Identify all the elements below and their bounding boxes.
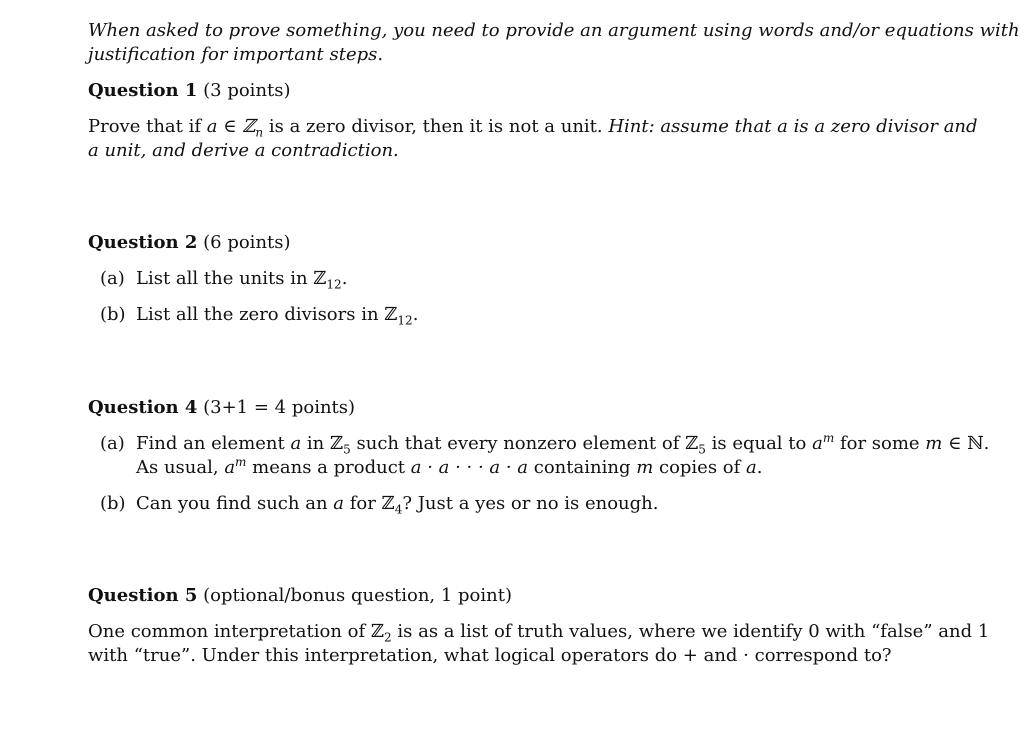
part-end: . <box>412 304 419 325</box>
question-1-body-line-2: a unit, and derive a contradiction. <box>88 140 399 161</box>
question-1-points: (3 points) <box>203 80 291 101</box>
question-4-title: Question 4 <box>88 397 198 418</box>
part-sub: 5 <box>343 442 351 457</box>
part-text: is equal to <box>705 433 813 454</box>
question-5-heading <box>88 584 512 608</box>
math-var: a <box>290 433 302 454</box>
question-2-points: (6 points) <box>203 232 291 253</box>
question-4-points: (3+1 = 4 points) <box>203 397 356 418</box>
question-2-title: Question 2 <box>88 232 198 253</box>
part-sub: 12 <box>326 277 342 292</box>
part-text: As usual, <box>136 457 225 478</box>
question-5-points: (optional/bonus question, 1 point) <box>203 585 512 606</box>
part-text: copies of <box>653 457 747 478</box>
part-label: (b) <box>100 493 126 514</box>
question-5-body-line-2: with “true”. Under this interpretation, what logical operators do + and · correspond to? <box>88 645 892 666</box>
math-var: a <box>746 457 757 478</box>
question-4-heading <box>88 396 355 420</box>
question-2-part-a <box>100 267 347 291</box>
part-text: Find an element <box>136 433 291 454</box>
part-label: (b) <box>100 304 126 325</box>
math-var: m <box>636 457 654 478</box>
q1-math-sub: n <box>255 125 264 140</box>
part-text: ∈ ℕ. <box>942 433 990 454</box>
q5-sub: 2 <box>384 630 392 645</box>
part-text: such that every nonzero element of ℤ <box>350 433 699 454</box>
intro-line-2: justification for important steps. <box>88 44 384 65</box>
q1-text-2: is a zero divisor, then it is not a unit. <box>263 116 609 137</box>
q1-hint: Hint: assume that a is a zero divisor and <box>608 116 978 137</box>
math-var: a <box>333 493 344 514</box>
part-text: . <box>756 457 763 478</box>
q1-math: a ∈ ℤ <box>206 116 256 137</box>
part-label: (a) <box>100 433 125 454</box>
part-end: . <box>341 268 348 289</box>
part-text: ? Just a yes or no is enough. <box>402 493 659 514</box>
math-var: a <box>224 457 236 478</box>
question-5-body-line-1 <box>88 620 989 644</box>
math-product: a · a · · · a · a <box>410 457 529 478</box>
question-4-part-a-line-2 <box>136 456 763 480</box>
question-4-part-b <box>100 492 658 516</box>
part-text: in ℤ <box>301 433 344 454</box>
part-sub: 4 <box>394 502 403 517</box>
intro-line-1: When asked to prove something, you need to provide an argument using words and/or equations with <box>88 20 1020 41</box>
part-sub: 5 <box>698 442 706 457</box>
question-5-title: Question 5 <box>88 585 198 606</box>
question-1-heading <box>88 79 291 103</box>
math-var: m <box>925 433 943 454</box>
question-1-title: Question 1 <box>88 80 198 101</box>
math-exp: m <box>822 431 835 445</box>
part-text: for ℤ <box>344 493 395 514</box>
part-text: List all the units in ℤ <box>136 268 327 289</box>
part-text: means a product <box>246 457 411 478</box>
math-var: a <box>812 433 823 454</box>
math-exp: m <box>235 455 247 469</box>
part-sub: 12 <box>397 313 413 328</box>
question-1-body-line-1 <box>88 115 978 139</box>
part-text: List all the zero divisors in ℤ <box>136 304 398 325</box>
part-text: for some <box>834 433 926 454</box>
question-4-part-a-line-1 <box>100 432 989 456</box>
q5-text: One common interpretation of ℤ <box>88 621 385 642</box>
part-label: (a) <box>100 268 125 289</box>
question-2-heading <box>88 231 291 255</box>
question-2-part-b <box>100 303 418 327</box>
part-text: Can you find such an <box>136 493 334 514</box>
q5-text-2: is as a list of truth values, where we identify 0 with “false” and 1 <box>391 621 990 642</box>
part-text: containing <box>528 457 637 478</box>
q1-text: Prove that if <box>88 116 207 137</box>
